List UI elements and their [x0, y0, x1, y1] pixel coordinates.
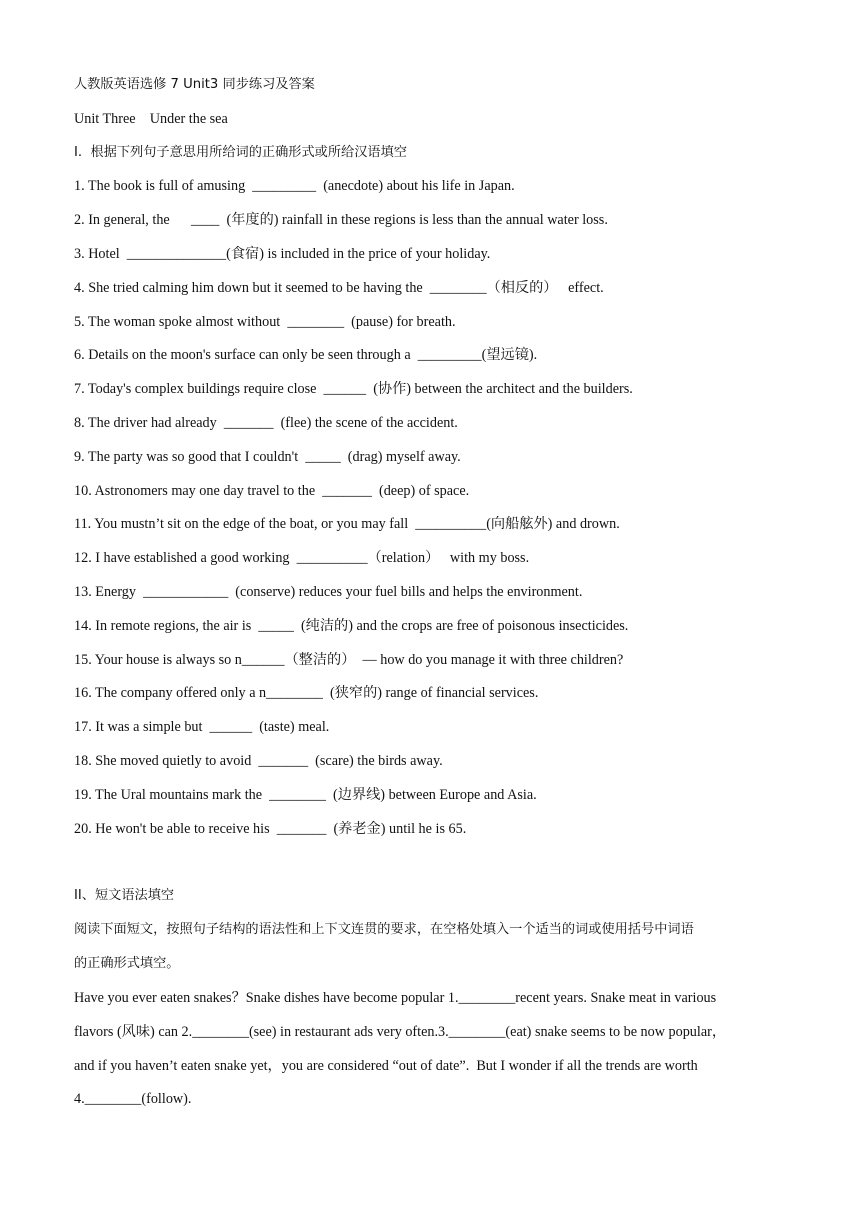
- exercise-item: 19. The Ural mountains mark the ________ (边界线) between Europe and Asia.: [74, 787, 537, 803]
- document-title: 人教版英语选修 7 Unit3 同步练习及答案: [74, 77, 315, 92]
- passage-line: 4.________(follow).: [74, 1091, 192, 1107]
- exercise-item: 6. Details on the moon's surface can only be seen through a _________(望远镜).: [74, 347, 538, 363]
- exercise-item: 13. Energy ____________ (conserve) reduces your fuel bills and helps the environment.: [74, 584, 583, 600]
- unit-heading: Unit Three Under the sea: [74, 111, 228, 127]
- section-1-heading: I. 根据下列句子意思用所给词的正确形式或所给汉语填空: [74, 145, 407, 160]
- exercise-item: 9. The party was so good that I couldn't _____ (drag) myself away.: [74, 449, 461, 465]
- exercise-item: 18. She moved quietly to avoid _______ (scare) the birds away.: [74, 753, 443, 769]
- exercise-item: 1. The book is full of amusing _________ (anecdote) about his life in Japan.: [74, 178, 515, 194]
- passage-line: and if you haven’t eaten snake yet，you are considered “out of date”. But I wonder if all the trends are worth: [74, 1058, 698, 1074]
- section-2-heading: II、短文语法填空: [74, 888, 175, 903]
- exercise-item: 20. He won't be able to receive his _______ (养老金) until he is 65.: [74, 821, 467, 837]
- exercise-item: 8. The driver had already _______ (flee) the scene of the accident.: [74, 415, 458, 431]
- exercise-item: 4. She tried calming him down but it seemed to be having the ________（相反的） effect.: [74, 280, 604, 296]
- exercise-item: 16. The company offered only a n________ (狭窄的) range of financial services.: [74, 685, 539, 701]
- instructions-line: 的正确形式填空。: [74, 956, 180, 971]
- exercise-item: 3. Hotel ______________(食宿) is included in the price of your holiday.: [74, 246, 491, 262]
- exercise-item: 5. The woman spoke almost without ________ (pause) for breath.: [74, 314, 456, 330]
- passage-line: Have you ever eaten snakes？Snake dishes have become popular 1.________recent years. Snake meat in various: [74, 990, 717, 1006]
- exercise-item: 2. In general, the ____ (年度的) rainfall in these regions is less than the annual water loss.: [74, 212, 608, 228]
- exercise-item: 7. Today's complex buildings require close ______ (协作) between the architect and the builders.: [74, 381, 633, 397]
- exercise-item: 17. It was a simple but ______ (taste) meal.: [74, 719, 330, 735]
- passage-line: flavors (风味) can 2.________(see) in restaurant ads very often.3.________(eat) snake seems to be now popular，: [74, 1024, 727, 1040]
- exercise-item: 15. Your house is always so n______（整洁的） — how do you manage it with three children?: [74, 652, 624, 668]
- exercise-item: 12. I have established a good working __________（relation） with my boss.: [74, 550, 530, 566]
- exercise-item: 11. You mustn’t sit on the edge of the boat, or you may fall __________(向船舷外) and drown.: [74, 516, 620, 532]
- exercise-item: 10. Astronomers may one day travel to the _______ (deep) of space.: [74, 483, 470, 499]
- instructions-line: 阅读下面短文，按照句子结构的语法性和上下文连贯的要求，在空格处填入一个适当的词或使用括号中词语: [74, 922, 694, 937]
- exercise-item: 14. In remote regions, the air is _____ (纯洁的) and the crops are free of poisonous insecticides.: [74, 618, 629, 634]
